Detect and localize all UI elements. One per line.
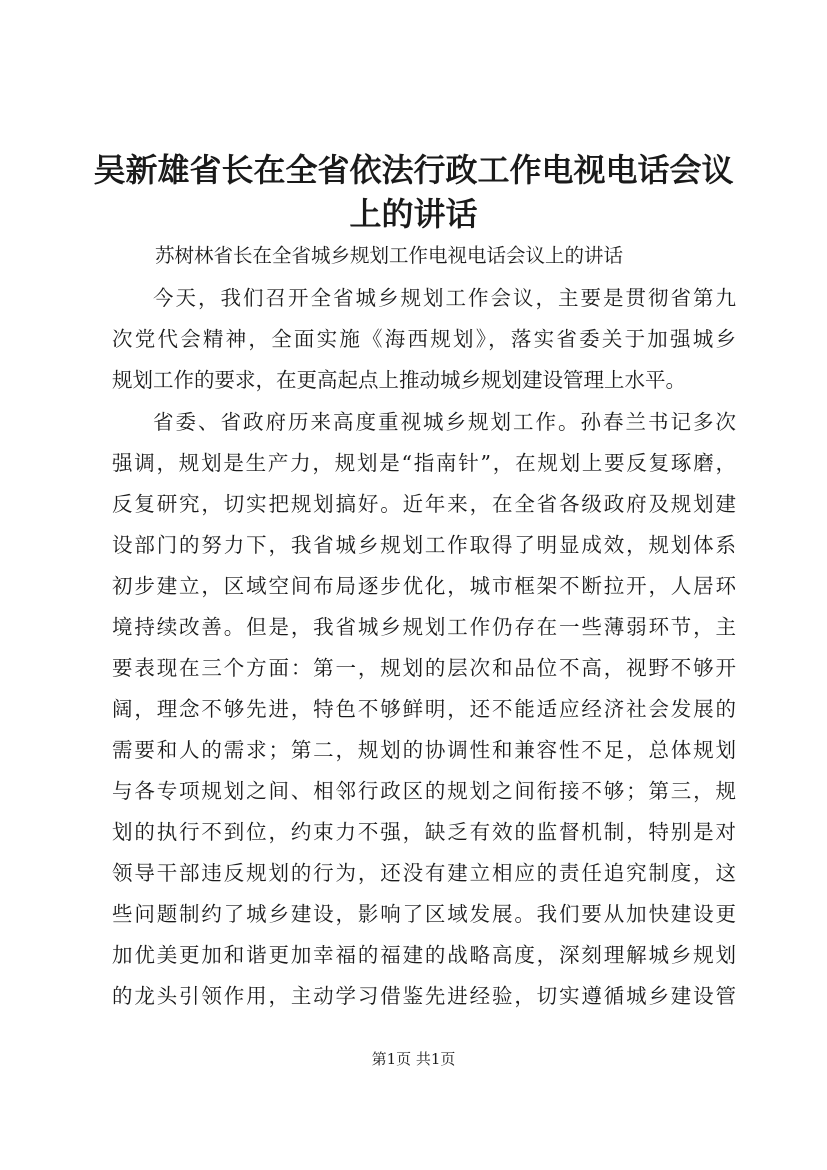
- paragraph-2-line: 加优美更加和谐更加幸福的福建的战略高度，深刻理解城乡规划: [112, 943, 736, 967]
- document-title-line-2: 上的讲话: [349, 195, 478, 233]
- paragraph-2-line: 领导干部违反规划的行为，还没有建立相应的责任追究制度，这: [112, 861, 736, 885]
- paragraph-1-line: 规划工作的要求，在更高起点上推动城乡规划建设管理上水平。: [112, 368, 686, 392]
- paragraph-2-line: 反复研究，切实把规划搞好。近年来，在全省各级政府及规划建: [112, 492, 736, 516]
- paragraph-2-line: 省委、省政府历来高度重视城乡规划工作。孙春兰书记多次: [153, 410, 736, 434]
- paragraph-2-line: 要表现在三个方面：第一，规划的层次和品位不高，视野不够开: [112, 656, 736, 680]
- paragraph-2-line: 强调，规划是生产力，规划是“指南针”，在规划上要反复琢磨，: [112, 451, 736, 475]
- paragraph-2-line: 与各专项规划之间、相邻行政区的规划之间衔接不够；第三，规: [112, 779, 736, 803]
- paragraph-2-line: 境持续改善。但是，我省城乡规划工作仍存在一些薄弱环节，主: [112, 615, 736, 639]
- paragraph-2-line: 阔，理念不够先进，特色不够鲜明，还不能适应经济社会发展的: [112, 697, 736, 721]
- paragraph-2-line: 初步建立，区域空间布局逐步优化，城市框架不断拉开，人居环: [112, 574, 736, 598]
- paragraph-2-line: 些问题制约了城乡建设，影响了区域发展。我们要从加快建设更: [112, 902, 736, 926]
- paragraph-2-line: 需要和人的需求；第二，规划的协调性和兼容性不足，总体规划: [112, 738, 736, 762]
- document-title-line-1: 吴新雄省长在全省依法行政工作电视电话会议: [93, 151, 734, 189]
- document-subtitle: 苏树林省长在全省城乡规划工作电视电话会议上的讲话: [155, 244, 624, 267]
- paragraph-1-line: 今天，我们召开全省城乡规划工作会议，主要是贯彻省第九: [153, 286, 736, 310]
- paragraph-2-line: 的龙头引领作用，主动学习借鉴先进经验，切实遵循城乡建设管: [112, 984, 736, 1008]
- paragraph-2-line: 划的执行不到位，约束力不强，缺乏有效的监督机制，特别是对: [112, 820, 736, 844]
- paragraph-1-line: 次党代会精神，全面实施《海西规划》，落实省委关于加强城乡: [112, 327, 736, 351]
- page-footer: 第1页 共1页: [371, 1050, 456, 1068]
- paragraph-2-line: 设部门的努力下，我省城乡规划工作取得了明显成效，规划体系: [112, 533, 736, 557]
